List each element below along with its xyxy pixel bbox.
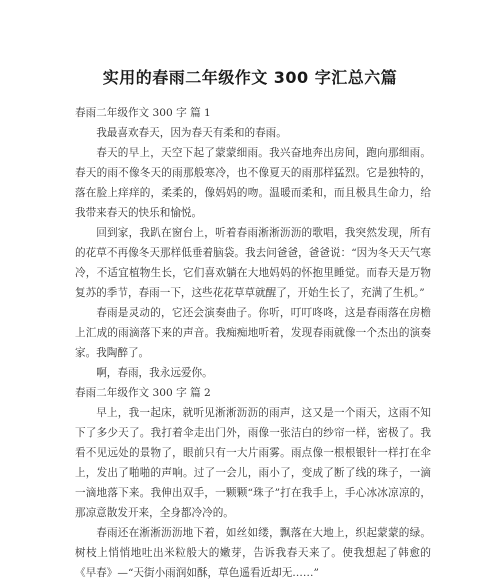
paragraph: 回到家，我趴在窗台上，听着春雨淅淅沥沥的歌唱，我突然发现，所有的花草不再像冬天那样低垂着脑袋。我去问爸爸，爸爸说：“因为冬天天气寒冷，不适宜植物生长，它们喜欢躺在大地妈妈的怀抱里睡觉。而春天是万物复苏的季节，春雨一下，这些花花草草就醒了，开始生长了，充满了生机。” [75, 227, 431, 299]
document-title: 实用的春雨二年级作文 300 字汇总六篇 [102, 68, 398, 87]
paragraph: 春雨还在淅淅沥沥地下着，如丝如缕，飘落在大地上，织起蒙蒙的绿。树枝上悄悄地吐出米粒般大的嫩芽，告诉我春天来了。使我想起了韩愈的《早春》—“天街小雨润如酥，草色遥看近却无……” [75, 527, 431, 579]
paragraph: 春天的早上，天空下起了蒙蒙细雨。我兴奋地奔出房间，跑向那细雨。春天的雨不像冬天的雨那般寒冷，也不像夏天的雨那样猛烈。它是独特的，落在脸上痒痒的，柔柔的，像妈妈的吻。温暖而柔和，而且极具生命力，给我带来春天的快乐和愉悦。 [75, 147, 431, 219]
paragraph: 啊，春雨，我永远爱你。 [96, 367, 213, 379]
paragraph: 春雨是灵动的，它还会演奏曲子。你听，叮叮咚咚，这是春雨落在房檐上汇成的雨滴落下来的声音。我痴痴地听着，发现春雨就像一个杰出的演奏家。我陶醉了。 [75, 307, 431, 359]
section-heading: 春雨二年级作文 300 字 篇 1 [75, 107, 211, 119]
document-body [75, 103, 431, 583]
section-heading: 春雨二年级作文 300 字 篇 2 [75, 387, 211, 399]
paragraph: 早上，我一起床，就听见淅淅沥沥的雨声，这又是一个雨天，这雨不知下了多少天了。我打着伞走出门外，雨像一张洁白的纱帘一样，密极了。我看不见远处的景物了，眼前只有一大片雨雾。雨点像一根根银针一样打在伞上，发出了啪啪的声响。过了一会儿，雨小了，变成了断了线的珠子，一滴一滴地落下来。我伸出双手，一颗颗“珠子”打在我手上，手心冰冰凉凉的，那凉意散发开来，全身都冷冷的。 [75, 407, 431, 519]
paragraph: 我最喜欢春天，因为春天有柔和的春雨。 [96, 127, 287, 139]
